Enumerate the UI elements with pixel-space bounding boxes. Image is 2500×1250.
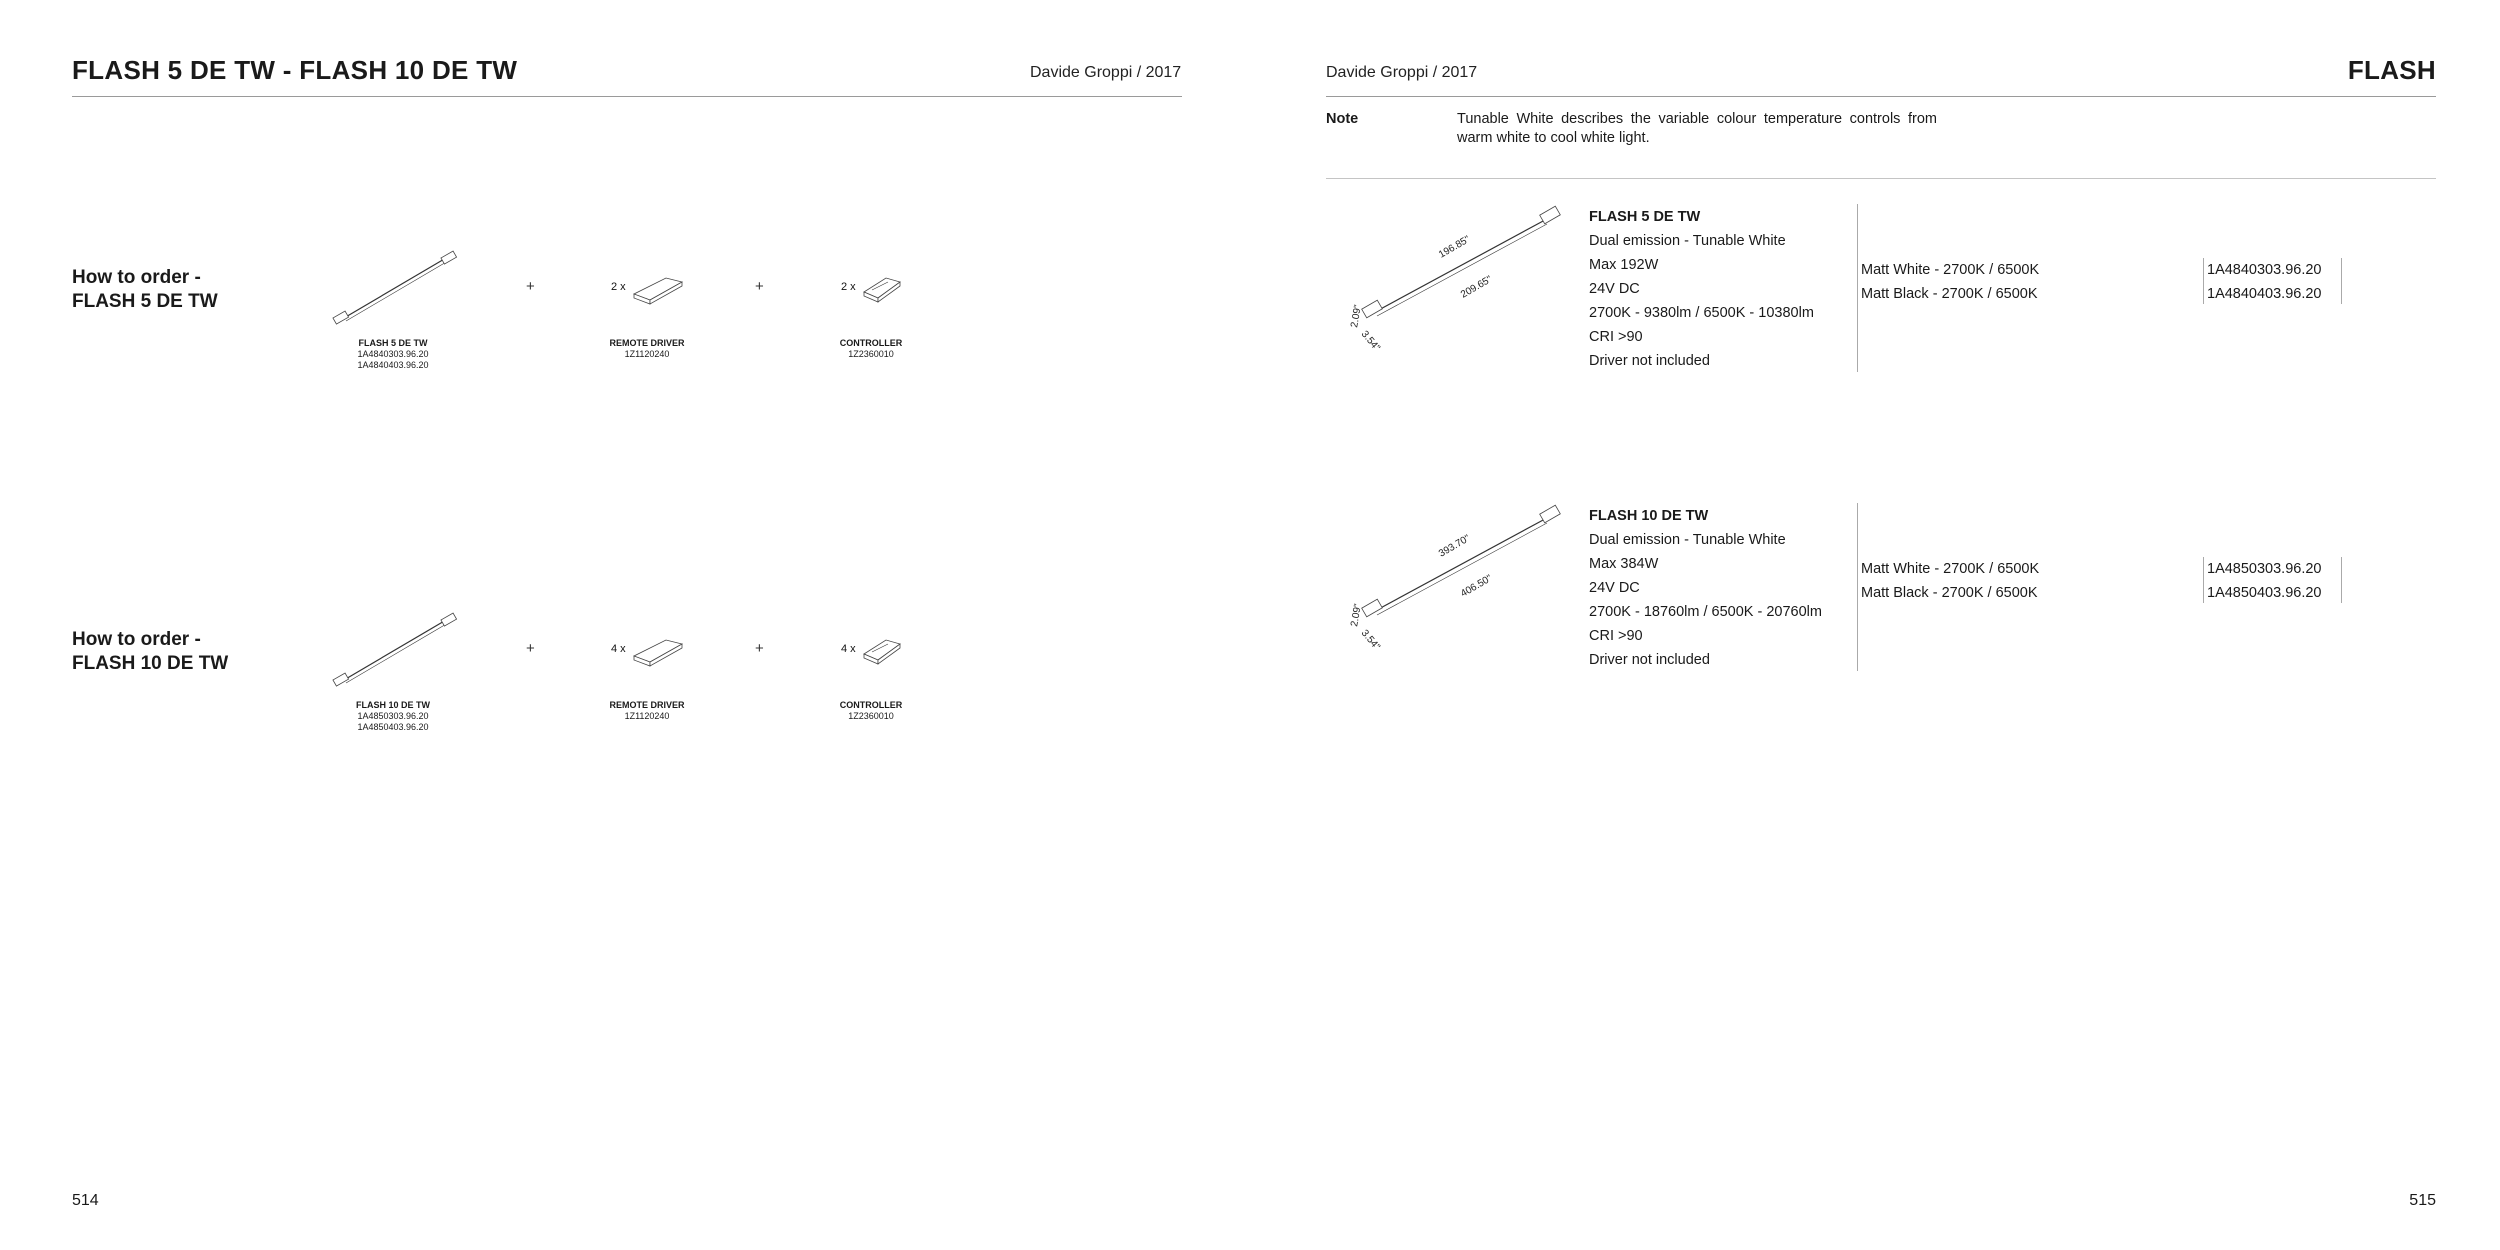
flash5-spec-block: FLASH 5 DE TW Dual emission - Tunable White Max 192W 24V DC 2700K - 9380lm / 6500K - 10380lm CRI >90 Driver not included (1589, 209, 1814, 369)
plus-sign: + (526, 278, 535, 295)
flash10-spec-divider (1857, 503, 1858, 671)
flash10-variant-labels: Matt White - 2700K / 6500K Matt Black - 2700K / 6500K (1861, 561, 2040, 601)
controller-caption: CONTROLLER 1Z2360010 (839, 700, 903, 721)
left-page-title: FLASH 5 DE TW - FLASH 10 DE TW (72, 55, 518, 85)
order-title-flash10: How to order - FLASH 10 DE TW (72, 629, 229, 674)
controller-quantity: 2 x (841, 281, 856, 293)
flash5-height-label: 2.09" (1349, 303, 1364, 329)
note-divider (1326, 178, 2436, 179)
right-page-title: FLASH (2347, 55, 2436, 85)
flash5-code-divider-right (2341, 258, 2342, 304)
flash5-length1-label: 196.85" (1437, 234, 1473, 261)
controller-icon (862, 634, 904, 668)
right-page-author: Davide Groppi / 2017 (1326, 64, 1478, 81)
flash5-length2-label: 209.65" (1459, 274, 1495, 301)
flash5-depth-label: 3.54" (1358, 328, 1382, 354)
flash10-code-divider-right (2341, 557, 2342, 603)
flash5-variant-labels: Matt White - 2700K / 6500K Matt Black - 2700K / 6500K (1861, 262, 2040, 302)
flash5-product-illustration (330, 248, 460, 328)
controller-caption: CONTROLLER 1Z2360010 (839, 338, 903, 359)
note-text: Tunable White describes the variable colour temperature controls from warm white to cool white light. (1457, 111, 1937, 146)
plus-sign: + (755, 640, 764, 657)
left-page-number: 514 (72, 1192, 99, 1209)
remote-driver-icon (632, 270, 684, 306)
right-header-rule (1326, 96, 2436, 97)
flash10-dimension-drawing (1345, 499, 1585, 653)
flash10-spec-block: FLASH 10 DE TW Dual emission - Tunable White Max 384W 24V DC 2700K - 18760lm / 6500K - 20760lm CRI >90 Driver not included (1589, 508, 1822, 668)
remote-driver-icon (632, 632, 684, 668)
flash10-code-divider-left (2203, 557, 2204, 603)
plus-sign: + (755, 278, 764, 295)
driver-quantity: 2 x (611, 281, 626, 293)
note-label: Note (1326, 111, 1359, 127)
driver-caption: REMOTE DRIVER 1Z1120240 (609, 338, 685, 359)
flash10-product-caption: FLASH 10 DE TW 1A4850303.96.20 1A4850403.96.20 (355, 700, 430, 732)
flash10-variant-codes: 1A4850303.96.20 1A4850403.96.20 (2207, 561, 2322, 601)
driver-quantity: 4 x (611, 643, 626, 655)
left-page-author: Davide Groppi / 2017 (1030, 64, 1182, 81)
controller-icon (862, 272, 904, 306)
plus-sign: + (526, 640, 535, 657)
flash10-height-label: 2.09" (1349, 602, 1364, 628)
flash5-code-divider-left (2203, 258, 2204, 304)
driver-caption: REMOTE DRIVER 1Z1120240 (609, 700, 685, 721)
flash5-dimension-drawing (1345, 200, 1585, 354)
flash10-length1-label: 393.70" (1437, 533, 1473, 560)
order-title-flash5: How to order - FLASH 5 DE TW (72, 267, 218, 312)
flash5-product-caption: FLASH 5 DE TW 1A4840303.96.20 1A4840403.96.20 (357, 338, 429, 370)
flash5-variant-codes: 1A4840303.96.20 1A4840403.96.20 (2207, 262, 2322, 302)
right-page-number: 515 (2409, 1192, 2436, 1209)
flash10-depth-label: 3.54" (1358, 627, 1382, 653)
controller-quantity: 4 x (841, 643, 856, 655)
flash10-product-illustration (330, 610, 460, 690)
flash10-length2-label: 406.50" (1459, 573, 1495, 600)
left-header-rule (72, 96, 1182, 97)
flash5-spec-divider (1857, 204, 1858, 372)
